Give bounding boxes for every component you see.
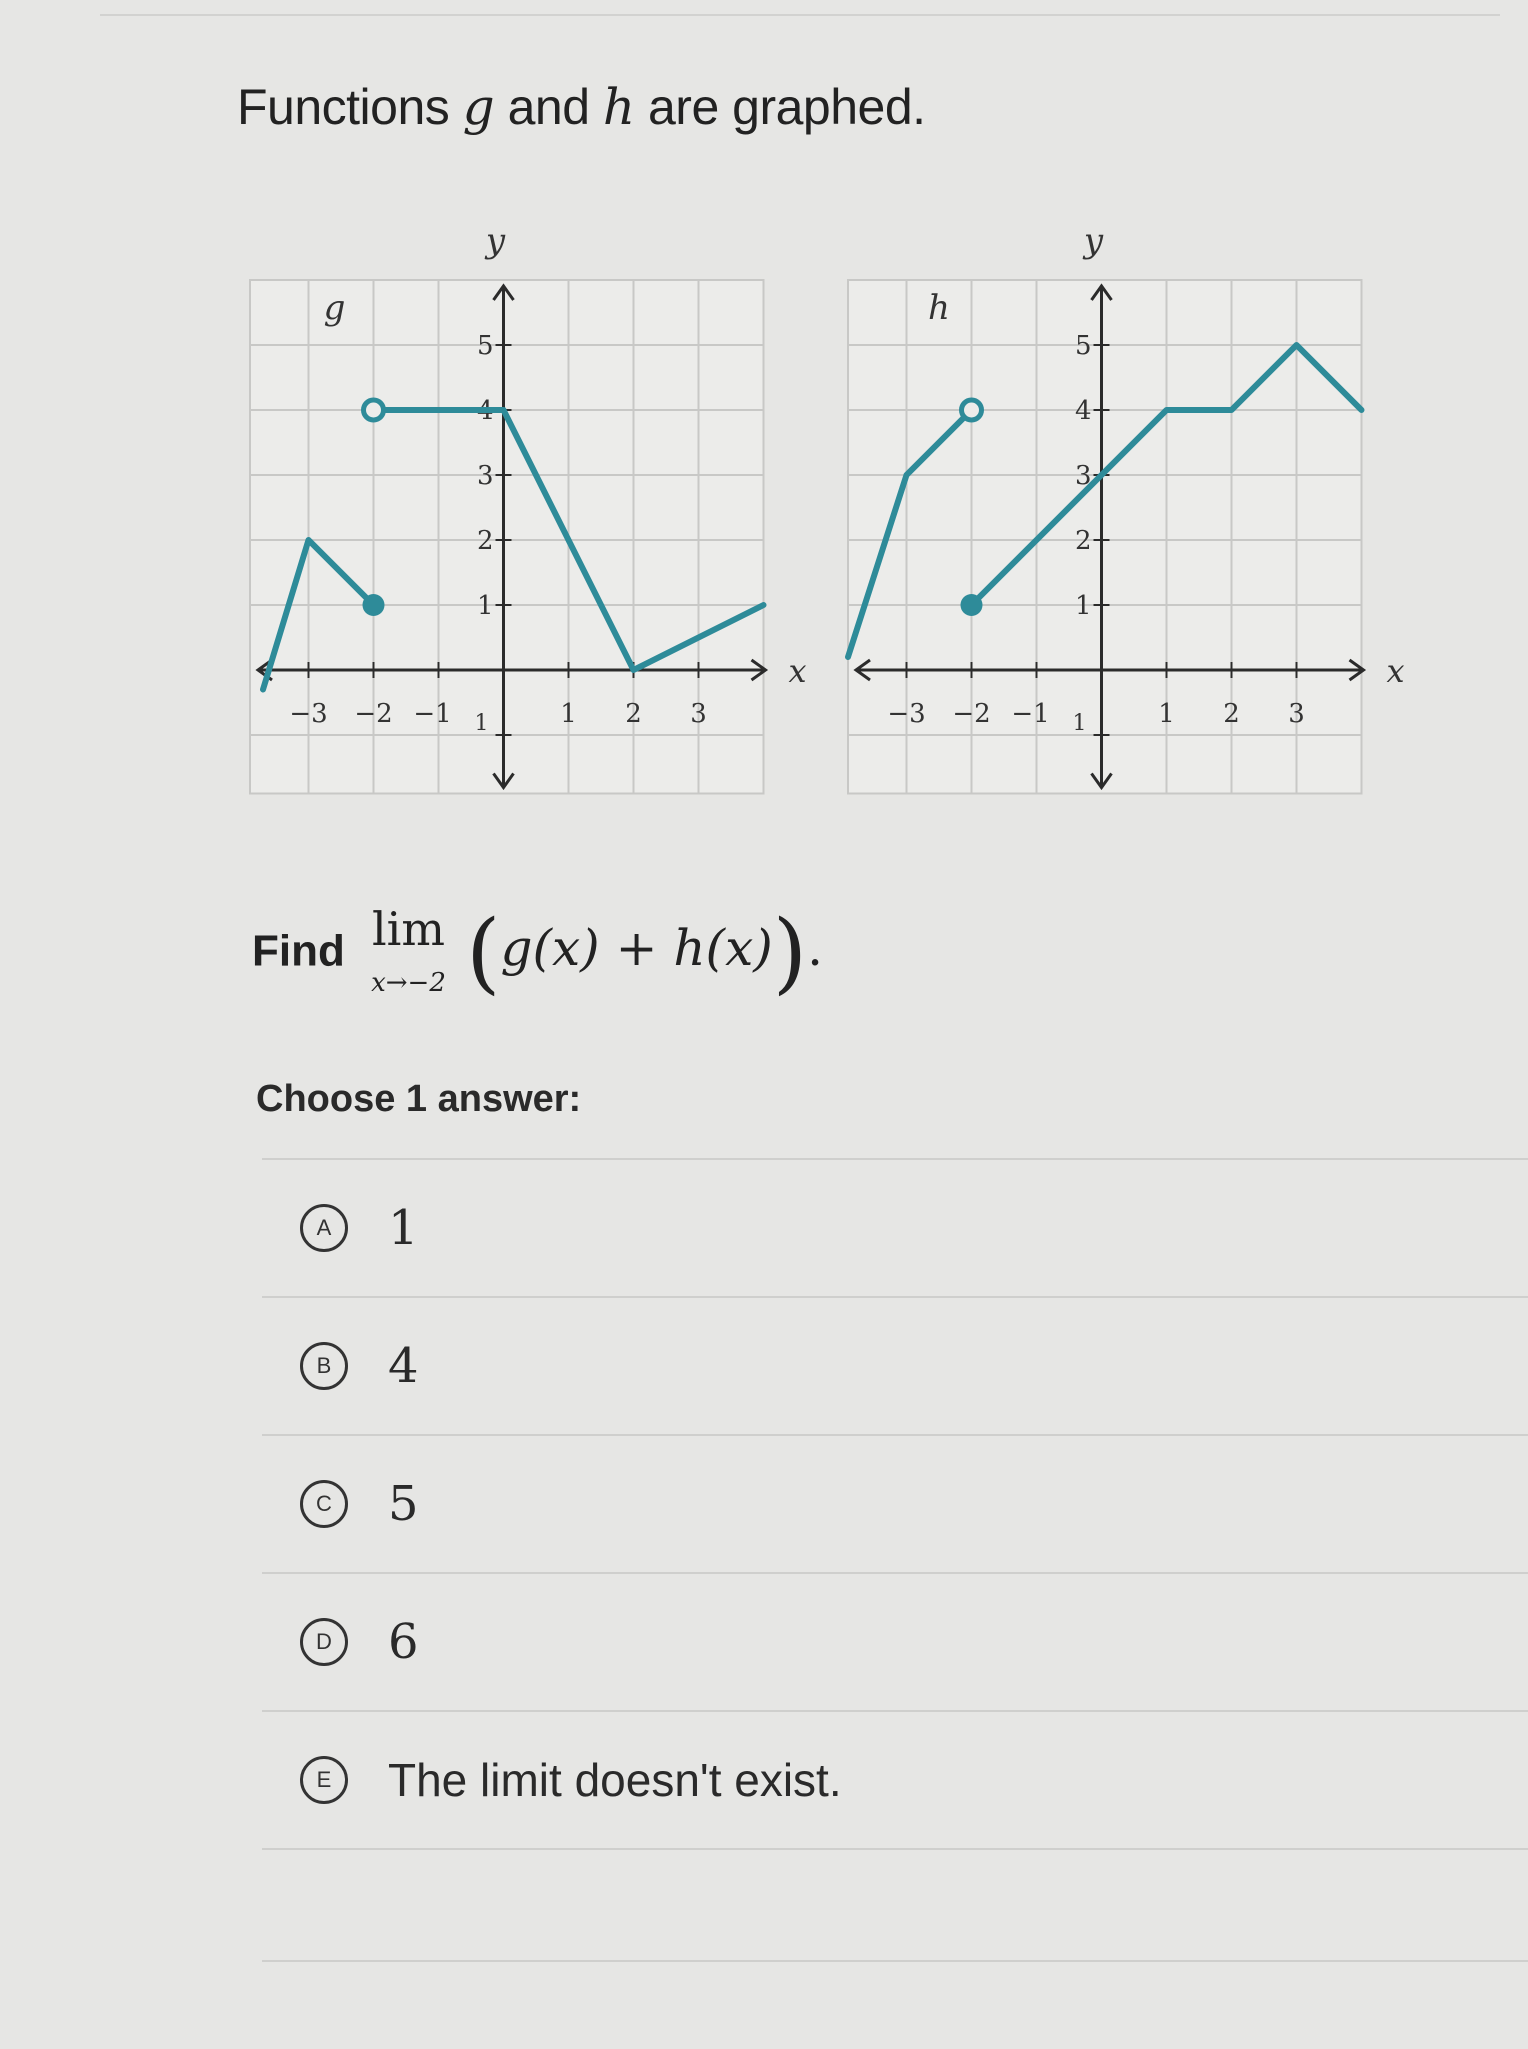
open-point [962,400,982,420]
option-letter-c: C [300,1480,348,1528]
option-text-a: 1 [388,1200,419,1256]
x-tick-label: 2 [1223,699,1240,729]
x-tick-label: −2 [952,699,991,729]
graph-svg [248,210,807,750]
y-tick-label: 5 [476,331,494,361]
y-tick-label: 2 [1074,526,1092,556]
y-tick-label: 3 [1074,461,1092,491]
lim-subscript: x→−2 [371,967,446,998]
function-label: h [928,288,950,328]
x-tick-label: −1 [413,699,452,729]
x-tick-label: 2 [625,699,642,729]
expression-period: . [807,918,824,977]
y-tick-label: 2 [476,526,494,556]
function-label: g [323,288,346,328]
y-tick-label: 4 [476,396,494,426]
prompt-variable-g: g [462,78,495,136]
y-tick-label: 5 [1074,331,1092,361]
option-b[interactable] [262,1298,1528,1434]
limit-expression: (g(x) + h(x)). [466,900,824,1003]
lim-word: lim [371,901,445,956]
y-tick-label: 3 [476,461,494,491]
option-text-e: The limit doesn't exist. [388,1754,842,1806]
limit-operator [371,901,446,998]
y-tick-label-negative: 1 [474,711,489,736]
x-tick-label: 3 [690,699,707,729]
option-text-d: 6 [388,1614,419,1670]
option-letter-b: B [300,1342,348,1390]
graph-h [846,210,1405,750]
x-tick-label: 1 [1158,699,1175,729]
prompt-variable-h: h [602,78,635,136]
prompt-text-after: are graphed. [634,79,926,135]
x-tick-label: 3 [1288,699,1305,729]
option-letter-a: A [300,1204,348,1252]
x-tick-label: −2 [354,699,393,729]
y-axis-label: y [485,221,506,261]
x-tick-label: −1 [1011,699,1050,729]
option-e[interactable] [262,1712,1528,1848]
x-axis-label: x [788,652,807,690]
option-text-b: 4 [388,1338,419,1394]
choose-answer-label: Choose 1 answer: [256,1078,582,1120]
x-tick-label: −3 [289,699,328,729]
blank-row [262,1850,1528,1960]
option-separator [262,1960,1528,1962]
option-d[interactable] [262,1574,1528,1710]
option-a[interactable] [262,1160,1528,1296]
option-text-c: 5 [388,1476,419,1532]
limit-question [252,900,823,1003]
answer-options [262,1158,1528,1962]
graph-g [248,210,807,750]
prompt-text-mid: and [494,79,603,135]
problem-prompt [237,78,926,136]
open-point [364,400,384,420]
closed-point [363,594,385,616]
graph-svg [846,210,1405,750]
closed-point [961,594,983,616]
find-label: Find [252,926,345,976]
option-c[interactable] [262,1436,1528,1572]
prompt-text-before: Functions [237,79,463,135]
option-letter-d: D [300,1618,348,1666]
option-letter-e: E [300,1756,348,1804]
expression-text: g(x) + h(x) [500,918,773,977]
x-tick-label: 1 [560,699,577,729]
y-axis-label: y [1083,221,1104,261]
y-tick-label: 1 [476,591,494,621]
y-tick-label: 1 [1074,591,1092,621]
y-tick-label: 4 [1074,396,1092,426]
x-tick-label: −3 [887,699,926,729]
x-axis-label: x [1386,652,1405,690]
top-divider [100,14,1500,16]
y-tick-label-negative: 1 [1072,711,1087,736]
